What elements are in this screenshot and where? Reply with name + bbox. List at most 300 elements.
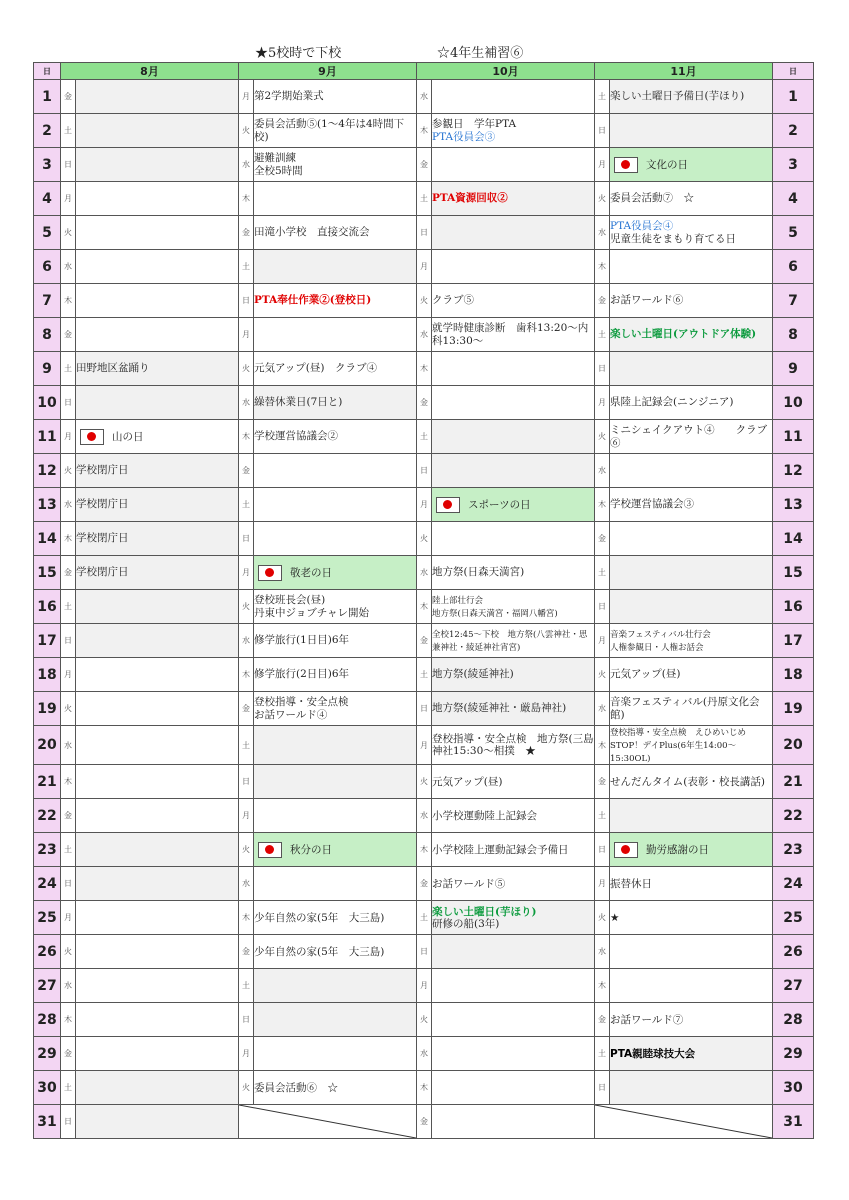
- day-number-right: 30: [773, 1071, 814, 1105]
- event-cell-nov: [610, 1003, 773, 1037]
- event-cell-sep: [254, 833, 417, 867]
- weekday-cell: 日: [595, 1071, 610, 1105]
- event-text: クラブ⑤: [432, 294, 474, 307]
- calendar-row: [34, 590, 814, 624]
- event-cell-nov: [610, 80, 773, 114]
- event-text: お話ワールド⑤: [432, 877, 506, 890]
- event-cell-oct: [432, 182, 595, 216]
- event-text: 繰替休業日(7日と): [254, 396, 343, 409]
- weekday-cell: 土: [417, 182, 432, 216]
- day-number-right: 26: [773, 935, 814, 969]
- event-cell-aug: [76, 114, 239, 148]
- event-cell-oct: [432, 318, 595, 352]
- weekday-cell: 日: [239, 1003, 254, 1037]
- calendar-row: [34, 692, 814, 726]
- event-cell-aug: [76, 624, 239, 658]
- day-number-right: 21: [773, 765, 814, 799]
- day-number-right: 27: [773, 969, 814, 1003]
- weekday-cell: 火: [417, 1003, 432, 1037]
- event-cell-nov: [610, 901, 773, 935]
- event-cell-sep: [254, 624, 417, 658]
- day-number-right: 10: [773, 386, 814, 420]
- weekday-cell: 火: [595, 901, 610, 935]
- note-grade4-supplementary: ☆4年生補習⑥: [437, 46, 524, 61]
- calendar-row: [34, 1037, 814, 1071]
- event-cell-nov: [610, 148, 773, 182]
- event-cell-oct: [432, 148, 595, 182]
- day-number-left: 3: [34, 148, 61, 182]
- calendar-row: [34, 658, 814, 692]
- weekday-cell: 金: [595, 765, 610, 799]
- event-text: 登校指導・安全点検 地方祭(三島神社15:30～相撲 ★: [432, 733, 594, 758]
- event-cell-oct: [432, 867, 595, 901]
- nonexistent-date-cell: [595, 1105, 773, 1139]
- calendar-row: [34, 765, 814, 799]
- weekday-cell: 土: [61, 590, 76, 624]
- weekday-cell: 土: [61, 352, 76, 386]
- event-cell-oct: [432, 799, 595, 833]
- weekday-cell: 水: [239, 386, 254, 420]
- weekday-cell: 火: [61, 454, 76, 488]
- event-cell-nov: [610, 216, 773, 250]
- calendar-row: [34, 935, 814, 969]
- event-cell-aug: [76, 692, 239, 726]
- day-number-left: 28: [34, 1003, 61, 1037]
- event-cell-sep: [254, 80, 417, 114]
- day-number-right: 24: [773, 867, 814, 901]
- weekday-cell: 月: [417, 488, 432, 522]
- weekday-cell: 水: [61, 726, 76, 765]
- weekday-cell: 土: [595, 556, 610, 590]
- day-number-right: 29: [773, 1037, 814, 1071]
- event-cell-oct: [432, 420, 595, 454]
- calendar-row: [34, 624, 814, 658]
- weekday-cell: 日: [61, 386, 76, 420]
- day-number-right: 11: [773, 420, 814, 454]
- weekday-cell: 日: [417, 935, 432, 969]
- event-text: 修学旅行(1日目)6年: [254, 634, 350, 647]
- weekday-cell: 火: [61, 935, 76, 969]
- event-cell-nov: [610, 352, 773, 386]
- event-cell-sep: [254, 765, 417, 799]
- event-text: PTA親睦球技大会: [610, 1047, 696, 1060]
- weekday-cell: 月: [595, 148, 610, 182]
- weekday-cell: 月: [61, 901, 76, 935]
- weekday-cell: 木: [417, 590, 432, 624]
- event-cell-aug: [76, 833, 239, 867]
- weekday-cell: 土: [595, 1037, 610, 1071]
- event-text: 元気アップ(昼) クラブ④: [254, 362, 377, 375]
- weekday-cell: 日: [239, 284, 254, 318]
- event-cell-nov: [610, 284, 773, 318]
- event-text: 少年自然の家(5年 大三島): [254, 945, 385, 958]
- day-number-left: 17: [34, 624, 61, 658]
- event-cell-oct: [432, 692, 595, 726]
- event-cell-oct: [432, 658, 595, 692]
- weekday-cell: 土: [417, 420, 432, 454]
- day-number-left: 10: [34, 386, 61, 420]
- weekday-cell: 水: [595, 935, 610, 969]
- day-number-left: 4: [34, 182, 61, 216]
- calendar-row: [34, 522, 814, 556]
- event-text: 音楽フェスティバル(丹原文化会館): [610, 696, 760, 721]
- event-cell-aug: [76, 522, 239, 556]
- event-cell-sep: [254, 352, 417, 386]
- event-cell-aug: [76, 250, 239, 284]
- weekday-cell: 火: [595, 420, 610, 454]
- event-cell-oct: [432, 1105, 595, 1139]
- weekday-cell: 水: [595, 216, 610, 250]
- calendar-row: [34, 216, 814, 250]
- weekday-cell: 水: [417, 799, 432, 833]
- weekday-cell: 金: [239, 454, 254, 488]
- event-cell-oct: [432, 114, 595, 148]
- event-cell-nov: [610, 590, 773, 624]
- weekday-cell: 木: [417, 1071, 432, 1105]
- event-cell-aug: [76, 901, 239, 935]
- event-cell-nov: [610, 658, 773, 692]
- event-cell-sep: [254, 182, 417, 216]
- event-cell-nov: [610, 833, 773, 867]
- event-cell-aug: [76, 658, 239, 692]
- weekday-cell: 木: [417, 833, 432, 867]
- event-text: 山の日: [112, 430, 144, 443]
- weekday-cell: 火: [239, 352, 254, 386]
- event-text: 楽しい土曜日(アウトドア体験): [610, 328, 757, 341]
- event-text: 楽しい土曜日(芋ほり): [432, 905, 537, 918]
- weekday-cell: 日: [417, 216, 432, 250]
- event-cell-nov: [610, 1071, 773, 1105]
- event-cell-aug: [76, 799, 239, 833]
- event-text-secondary: 児童生徒をまもり育てる日: [610, 232, 736, 245]
- weekday-cell: 火: [417, 284, 432, 318]
- event-cell-sep: [254, 318, 417, 352]
- weekday-cell: 月: [595, 624, 610, 658]
- day-number-right: 7: [773, 284, 814, 318]
- day-number-right: 25: [773, 901, 814, 935]
- event-cell-aug: [76, 969, 239, 1003]
- day-number-left: 31: [34, 1105, 61, 1139]
- day-number-right: 4: [773, 182, 814, 216]
- event-text: 委員会活動⑦ ☆: [610, 192, 694, 205]
- weekday-cell: 木: [239, 420, 254, 454]
- event-cell-aug: [76, 765, 239, 799]
- weekday-cell: 水: [239, 867, 254, 901]
- weekday-cell: 月: [239, 318, 254, 352]
- weekday-cell: 金: [61, 556, 76, 590]
- event-cell-nov: [610, 935, 773, 969]
- month-header-nov: 11月: [595, 63, 773, 80]
- event-cell-nov: [610, 454, 773, 488]
- day-number-right: 19: [773, 692, 814, 726]
- diagonal-strike: [239, 1105, 416, 1138]
- event-text: 学校閉庁日: [76, 498, 129, 511]
- weekday-cell: 日: [417, 692, 432, 726]
- event-cell-oct: [432, 726, 595, 765]
- day-number-right: 15: [773, 556, 814, 590]
- weekday-cell: 水: [417, 80, 432, 114]
- day-number-left: 8: [34, 318, 61, 352]
- event-text: 敬老の日: [290, 566, 332, 579]
- event-cell-nov: [610, 114, 773, 148]
- event-cell-oct: [432, 1003, 595, 1037]
- event-text: 学校閉庁日: [76, 532, 129, 545]
- event-cell-sep: [254, 284, 417, 318]
- event-text: 学校運営協議会③: [610, 498, 694, 511]
- event-cell-aug: [76, 284, 239, 318]
- event-text: せんだんタイム(表彰・校長講話): [610, 775, 765, 788]
- weekday-cell: 土: [417, 658, 432, 692]
- day-number-left: 14: [34, 522, 61, 556]
- event-cell-nov: [610, 522, 773, 556]
- weekday-cell: 木: [595, 726, 610, 765]
- event-cell-oct: [432, 556, 595, 590]
- event-text: 陸上部壮行会: [432, 595, 484, 606]
- event-text: 元気アップ(昼): [432, 775, 503, 788]
- note-early-dismissal: ★5校時で下校: [255, 46, 342, 61]
- calendar-row: [34, 867, 814, 901]
- day-header-right: 日: [773, 63, 814, 80]
- weekday-cell: 金: [239, 692, 254, 726]
- weekday-cell: 日: [61, 624, 76, 658]
- event-cell-aug: [76, 1003, 239, 1037]
- event-text: 参観日 学年PTA: [432, 118, 517, 131]
- weekday-cell: 金: [61, 799, 76, 833]
- japan-flag-icon: [436, 497, 460, 513]
- event-cell-aug: [76, 454, 239, 488]
- weekday-cell: 土: [417, 901, 432, 935]
- weekday-cell: 木: [595, 488, 610, 522]
- event-cell-aug: [76, 420, 239, 454]
- weekday-cell: 火: [61, 692, 76, 726]
- weekday-cell: 木: [239, 901, 254, 935]
- event-cell-sep: [254, 935, 417, 969]
- event-cell-oct: [432, 522, 595, 556]
- day-number-right: 31: [773, 1105, 814, 1139]
- event-cell-aug: [76, 318, 239, 352]
- weekday-cell: 月: [595, 386, 610, 420]
- event-text-secondary: 研修の船(3年): [432, 917, 500, 930]
- event-cell-oct: [432, 250, 595, 284]
- event-text: 避難訓練: [254, 152, 296, 165]
- weekday-cell: 月: [595, 867, 610, 901]
- calendar-row: [34, 969, 814, 1003]
- calendar-row: [34, 420, 814, 454]
- weekday-cell: 火: [417, 522, 432, 556]
- calendar-row: [34, 1003, 814, 1037]
- event-text: 秋分の日: [290, 843, 332, 856]
- event-text: 小学校運動陸上記録会: [432, 809, 537, 822]
- japan-flag-icon: [80, 429, 104, 445]
- weekday-cell: 木: [61, 284, 76, 318]
- weekday-cell: 水: [417, 318, 432, 352]
- weekday-cell: 金: [417, 624, 432, 658]
- day-number-left: 11: [34, 420, 61, 454]
- event-cell-sep: [254, 692, 417, 726]
- event-text: 全校12:45～下校 地方祭(八雲神社・思兼神社・綾延神社宵宮): [432, 629, 588, 653]
- japan-flag-icon: [614, 157, 638, 173]
- weekday-cell: 日: [239, 765, 254, 799]
- weekday-cell: 木: [595, 969, 610, 1003]
- event-text: 登校班長会(昼): [254, 594, 326, 607]
- weekday-cell: 土: [61, 114, 76, 148]
- weekday-cell: 木: [417, 352, 432, 386]
- day-number-right: 20: [773, 726, 814, 765]
- day-number-left: 18: [34, 658, 61, 692]
- weekday-cell: 金: [61, 80, 76, 114]
- day-number-right: 9: [773, 352, 814, 386]
- event-cell-sep: [254, 454, 417, 488]
- event-text: 田滝小学校 直接交流会: [254, 226, 370, 239]
- event-cell-nov: [610, 420, 773, 454]
- calendar-body: [34, 63, 814, 1139]
- calendar-row: [34, 80, 814, 114]
- event-text-secondary: 全校5時間: [254, 164, 303, 177]
- event-text: スポーツの日: [468, 498, 531, 511]
- event-cell-sep: [254, 1037, 417, 1071]
- day-number-left: 13: [34, 488, 61, 522]
- weekday-cell: 土: [595, 80, 610, 114]
- month-header-row: [34, 63, 814, 80]
- calendar-row: [34, 352, 814, 386]
- weekday-cell: 月: [61, 658, 76, 692]
- event-cell-nov: [610, 1037, 773, 1071]
- weekday-cell: 日: [61, 1105, 76, 1139]
- event-cell-oct: [432, 216, 595, 250]
- event-cell-oct: [432, 352, 595, 386]
- event-text: 県陸上記録会(ニンジニア): [610, 396, 734, 409]
- event-text: 音楽フェスティバル壮行会: [610, 629, 711, 640]
- weekday-cell: 水: [61, 250, 76, 284]
- calendar-row: [34, 1071, 814, 1105]
- event-text: PTA奉仕作業②(登校日): [254, 294, 372, 307]
- weekday-cell: 火: [595, 182, 610, 216]
- event-text: 第2学期始業式: [254, 90, 324, 103]
- weekday-cell: 木: [239, 658, 254, 692]
- event-text-secondary: 人権参観日・人権お話会: [610, 642, 704, 653]
- weekday-cell: 日: [595, 833, 610, 867]
- day-number-right: 23: [773, 833, 814, 867]
- weekday-cell: 火: [239, 590, 254, 624]
- event-cell-oct: [432, 80, 595, 114]
- event-cell-aug: [76, 148, 239, 182]
- event-cell-sep: [254, 522, 417, 556]
- event-cell-oct: [432, 624, 595, 658]
- day-number-right: 3: [773, 148, 814, 182]
- event-cell-sep: [254, 556, 417, 590]
- weekday-cell: 金: [595, 522, 610, 556]
- event-text: 文化の日: [646, 158, 688, 171]
- event-cell-oct: [432, 284, 595, 318]
- weekday-cell: 日: [417, 454, 432, 488]
- weekday-cell: 水: [239, 148, 254, 182]
- event-cell-nov: [610, 182, 773, 216]
- day-number-left: 25: [34, 901, 61, 935]
- weekday-cell: 木: [61, 522, 76, 556]
- weekday-cell: 金: [595, 1003, 610, 1037]
- event-text: 地方祭(綾延神社・厳島神社): [432, 702, 567, 715]
- calendar-row: [34, 386, 814, 420]
- weekday-cell: 土: [239, 250, 254, 284]
- weekday-cell: 水: [417, 556, 432, 590]
- weekday-cell: 日: [61, 148, 76, 182]
- weekday-cell: 金: [417, 867, 432, 901]
- event-cell-aug: [76, 726, 239, 765]
- weekday-cell: 日: [595, 590, 610, 624]
- event-cell-nov: [610, 318, 773, 352]
- calendar-row: [34, 833, 814, 867]
- japan-flag-icon: [614, 842, 638, 858]
- event-cell-sep: [254, 148, 417, 182]
- event-cell-sep: [254, 386, 417, 420]
- event-cell-nov: [610, 726, 773, 765]
- weekday-cell: 日: [61, 867, 76, 901]
- event-cell-oct: [432, 386, 595, 420]
- event-text: 元気アップ(昼): [610, 668, 681, 681]
- event-cell-oct: [432, 590, 595, 624]
- event-cell-nov: [610, 867, 773, 901]
- event-cell-nov: [610, 386, 773, 420]
- weekday-cell: 木: [61, 1003, 76, 1037]
- day-number-right: 28: [773, 1003, 814, 1037]
- day-number-left: 27: [34, 969, 61, 1003]
- weekday-cell: 金: [61, 318, 76, 352]
- event-text: 地方祭(日森天満宮): [432, 566, 525, 579]
- weekday-cell: 土: [595, 318, 610, 352]
- weekday-cell: 火: [239, 833, 254, 867]
- event-cell-sep: [254, 114, 417, 148]
- weekday-cell: 火: [61, 216, 76, 250]
- event-text: 振替休日: [610, 877, 652, 890]
- day-number-right: 1: [773, 80, 814, 114]
- month-header-oct: 10月: [417, 63, 595, 80]
- japan-flag-icon: [258, 565, 282, 581]
- weekday-cell: 木: [417, 114, 432, 148]
- event-cell-sep: [254, 969, 417, 1003]
- weekday-cell: 月: [417, 250, 432, 284]
- event-text: PTA資源回収②: [432, 192, 508, 205]
- weekday-cell: 金: [239, 935, 254, 969]
- event-cell-aug: [76, 867, 239, 901]
- weekday-cell: 月: [239, 799, 254, 833]
- day-number-left: 2: [34, 114, 61, 148]
- weekday-cell: 月: [417, 726, 432, 765]
- event-cell-oct: [432, 765, 595, 799]
- event-cell-nov: [610, 765, 773, 799]
- month-header-aug: 8月: [61, 63, 239, 80]
- event-text: 就学時健康診断 歯科13:20～内科13:30～: [432, 322, 589, 347]
- event-text: 修学旅行(2日目)6年: [254, 668, 350, 681]
- day-number-right: 18: [773, 658, 814, 692]
- event-cell-nov: [610, 799, 773, 833]
- day-header-left: 日: [34, 63, 61, 80]
- event-cell-sep: [254, 901, 417, 935]
- day-number-right: 17: [773, 624, 814, 658]
- weekday-cell: 日: [595, 114, 610, 148]
- weekday-cell: 土: [239, 726, 254, 765]
- event-text-secondary: 丹東中ジョブチャレ開始: [254, 606, 369, 619]
- day-number-left: 29: [34, 1037, 61, 1071]
- day-number-left: 20: [34, 726, 61, 765]
- day-number-left: 30: [34, 1071, 61, 1105]
- event-cell-oct: [432, 488, 595, 522]
- event-text-secondary: PTA役員会③: [432, 130, 496, 143]
- weekday-cell: 日: [595, 352, 610, 386]
- event-cell-oct: [432, 454, 595, 488]
- event-cell-aug: [76, 488, 239, 522]
- calendar-row: [34, 556, 814, 590]
- event-text: ミニシェイクアウト④ クラブ⑥: [610, 424, 768, 449]
